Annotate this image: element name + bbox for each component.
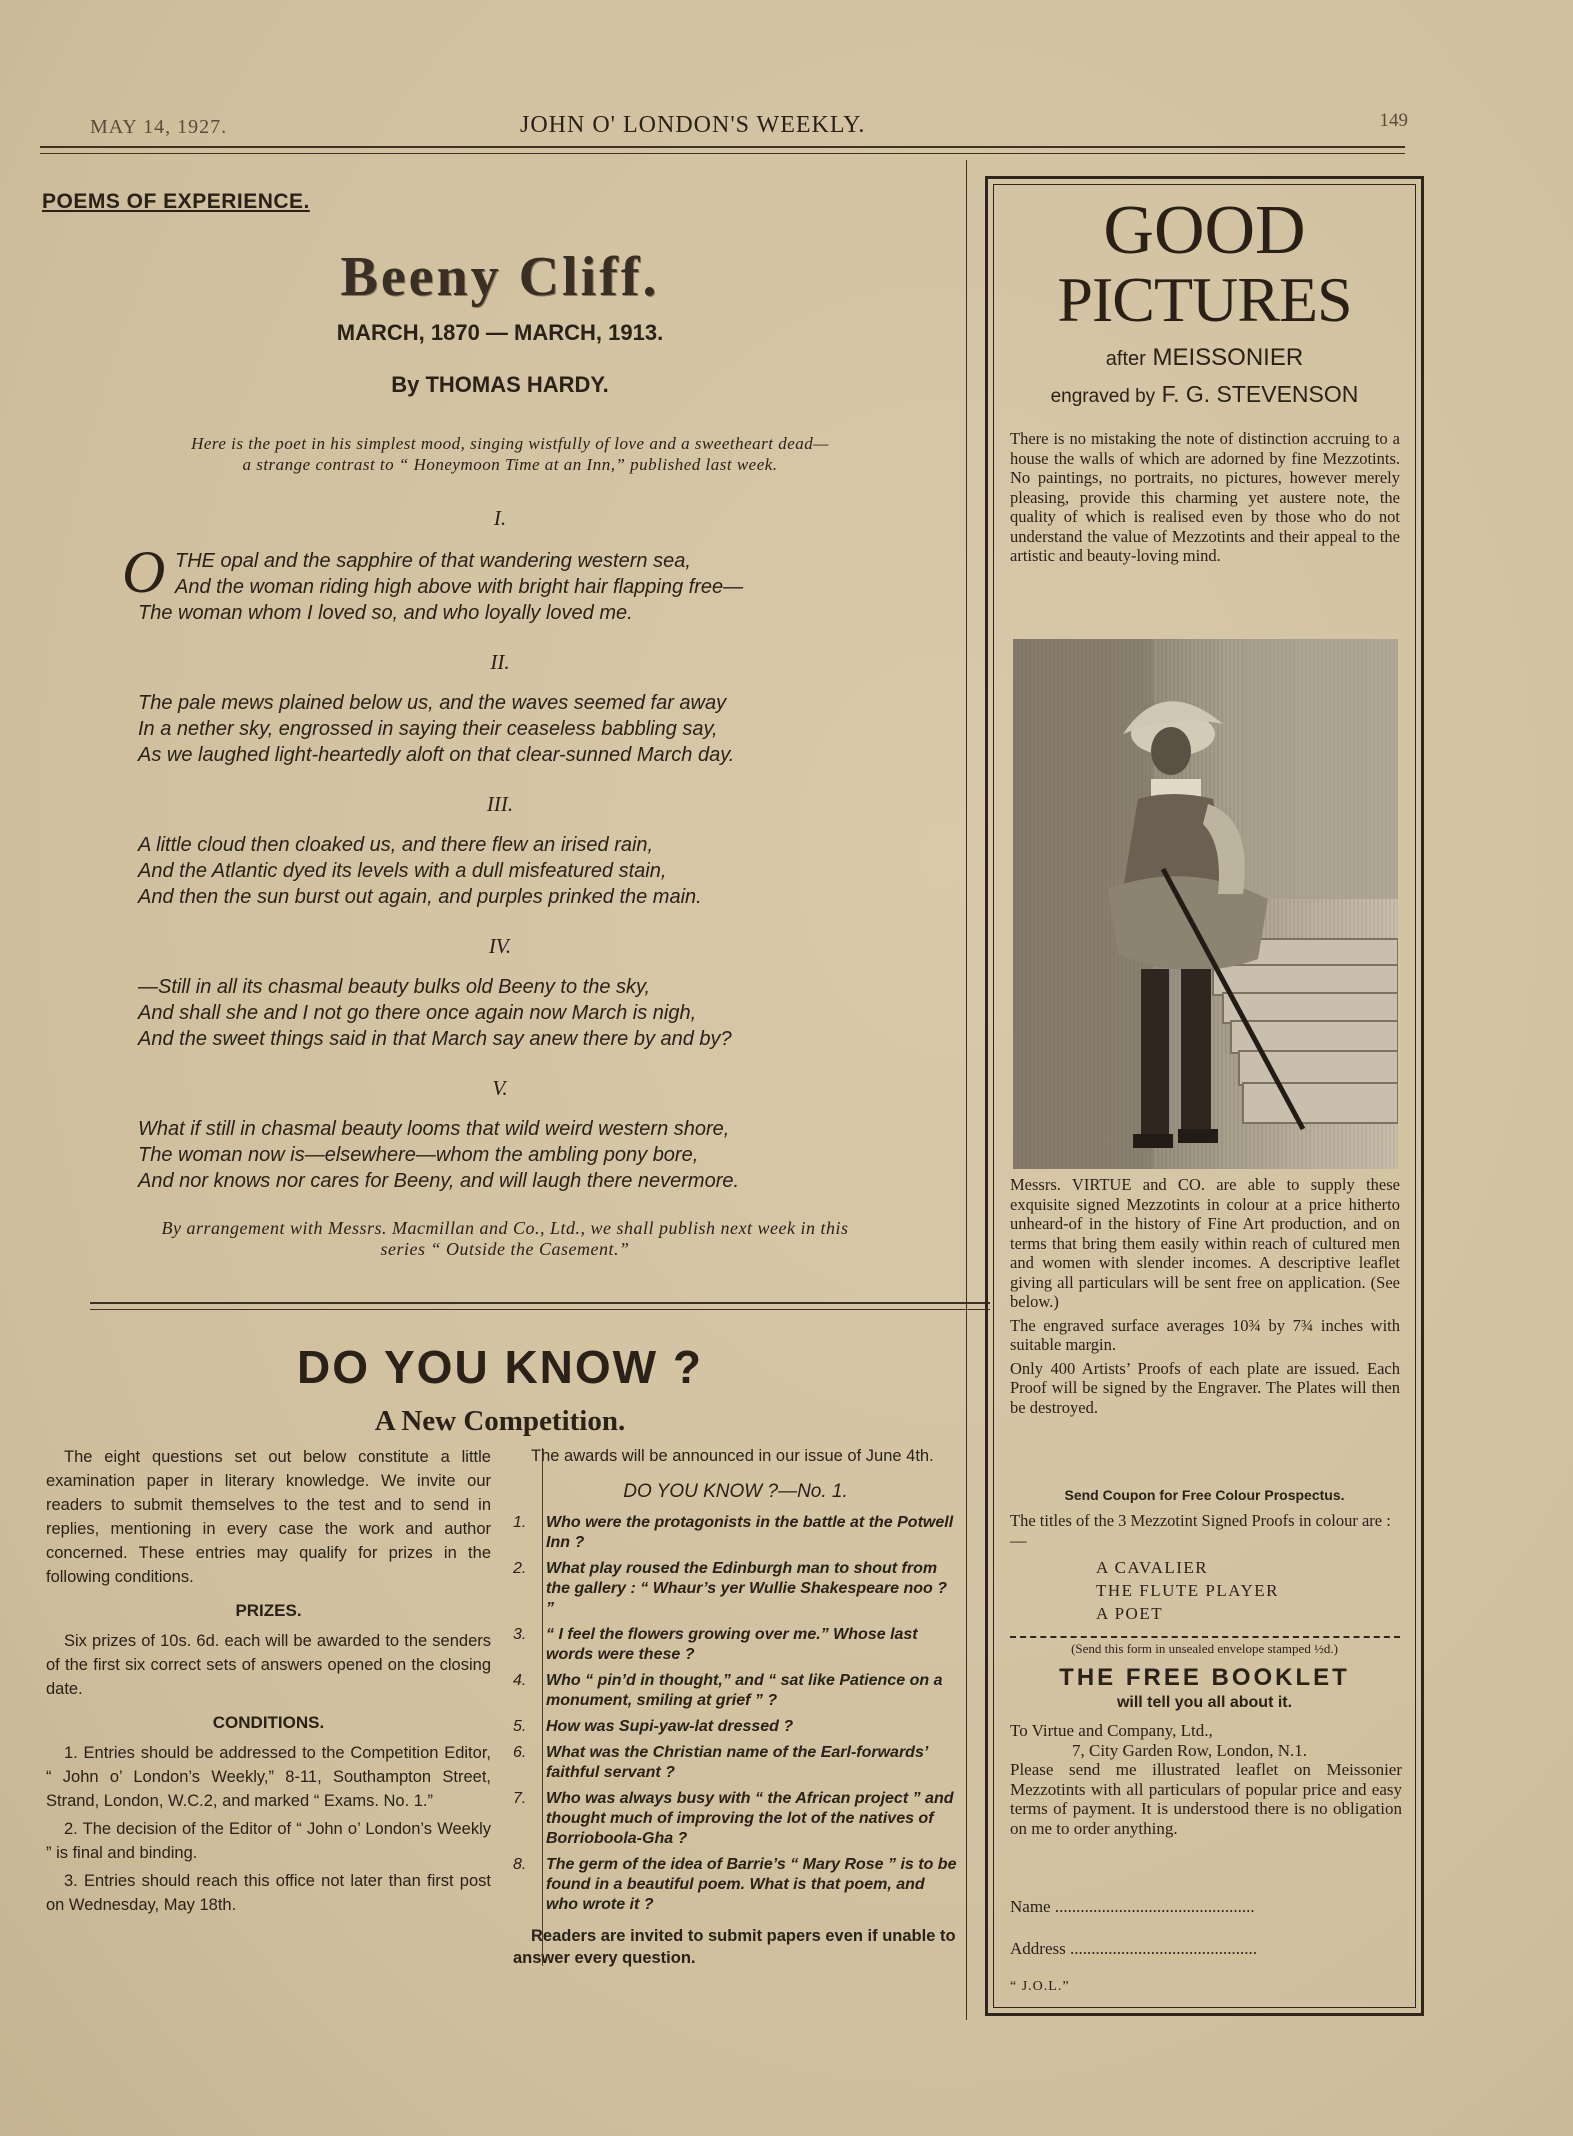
question-text: “ I feel the flowers growing over me.” Whose last words were these ? [546,1626,918,1663]
condition-item: 3. Entries should reach this office not later than first post on Wednesday, May 18th. [46,1872,491,1914]
competition-questions-column [513,1445,958,1969]
coupon-name-field[interactable]: Name ............................................... [1010,1897,1255,1916]
poem-line: The woman whom I loved so, and who loyally loved me. [138,602,633,624]
ad-paragraph-proofs: Only 400 Artists’ Proofs of each plate are issued. Each Proof will be signed by the Engraver. The Plates will then be destroyed. [1010,1358,1400,1417]
question-number: 2. [513,1560,527,1577]
poem-line: What if still in chasmal beauty looms that wild weird western shore, [138,1118,730,1140]
awards-note: The awards will be announced in our issue of June 4th. [531,1447,934,1465]
print-title: A POET [1096,1604,1164,1623]
coupon-request: Please send me illustrated leaflet on Meissonier Mezzotints with all particulars of popular price and easy terms of payment. It is understood there is no obligation on me to order anything. [1010,1760,1402,1838]
question-item [513,1855,958,1915]
section-rule-thin [90,1309,990,1310]
print-title: A CAVALIER [1096,1558,1209,1577]
issue-date: MAY 14, 1927. [90,116,228,138]
prizes-text: Six prizes of 10s. 6d. each will be awarded to the senders of the first six correct sets of answers opened on the closing date. [46,1632,491,1698]
stanza-number: IV. [488,934,512,958]
coupon-booklet-subheading: will tell you all about it. [1116,1694,1293,1711]
ad-headline-pictures: PICTURES [1057,264,1352,335]
stanza-number: V. [492,1076,508,1100]
print-title: THE FLUTE PLAYER [1096,1581,1279,1600]
poem-footnote [45,1218,965,1260]
ad-titles-intro: The titles of the 3 Mezzotint Signed Proofs in colour are :— [1010,1511,1391,1550]
advertisement [985,176,1424,2016]
stanza-number: II. [490,650,510,674]
coupon-booklet-heading: THE FREE BOOKLET [1059,1664,1350,1691]
question-text: Who were the protagonists in the battle at the Potwell Inn ? [546,1514,954,1551]
poem-line: And then the sun burst out again, and purples prinked the main. [138,886,702,908]
ad-titles-list [1096,1556,1279,1625]
poem-line: The pale mews plained below us, and the waves seemed far away [138,692,727,714]
ad-headline-good: GOOD [1103,192,1306,269]
stanza-3 [138,832,938,910]
ad-after-small: after [1105,348,1146,370]
poem-line: And the woman riding high above with bright hair flapping free— [175,576,744,598]
question-item [513,1743,958,1783]
poem-line: As we laughed light-heartedly aloft on that clear-sunned March day. [138,744,735,766]
question-text: Who “ pin’d in thought,” and “ sat like Patience on a monument, smiling at grief ” ? [546,1672,943,1709]
page-header [40,108,1408,148]
poem-line: A little cloud then cloaked us, and there flew an irised rain, [138,834,654,856]
ad-send-coupon: Send Coupon for Free Colour Prospectus. [1064,1487,1345,1503]
coupon-address-label: Address [1010,1939,1066,1958]
competition-subtitle: A New Competition. [374,1405,626,1437]
poem-line: And nor knows nor cares for Beeny, and will laugh there nevermore. [138,1170,740,1192]
header-rule-thin [40,153,1405,154]
question-item [513,1625,958,1665]
question-item [513,1717,958,1737]
question-text: What was the Christian name of the Earl-forwards’ faithful servant ? [546,1744,928,1781]
poem-footnote-line: series “ Outside the Casement.” [380,1239,630,1259]
coupon-name-label: Name [1010,1897,1051,1916]
poem-line: —Still in all its chasmal beauty bulks old Beeny to the sky, [138,976,651,998]
poem-line: And shall she and I not go there once again now March is nigh, [138,1002,697,1024]
coupon-postage-note: (Send this form in unsealed envelope stamped ½d.) [1071,1641,1338,1656]
question-item [513,1559,958,1619]
stanza-1 [138,548,975,626]
coupon-addressee: To Virtue and Company, Ltd., [1010,1721,1213,1740]
poem-line: THE opal and the sapphire of that wandering western sea, [175,550,691,572]
coupon-address: 7, City Garden Row, London, N.1. [1072,1740,1307,1760]
ad-paragraph-intro: There is no mistaking the note of distinction accruing to a house the walls of which are adorned by fine Mezzotints. No paintings, no portraits, no pictures, however merely pleasing, provide this charming yet austere note, the quality of which is realised even by those who do not understand the value of Mezzotints and their appeal to the artistic and beauty-loving mind. [1010,429,1400,565]
ad-after-line [988,344,1421,372]
poem-footnote-line: By arrangement with Messrs. Macmillan and Co., Ltd., we shall publish next week in this [161,1218,849,1238]
question-number: 7. [513,1790,527,1807]
stanza-5 [138,1116,938,1194]
coupon-address-field[interactable]: Address ............................................ [1010,1939,1257,1958]
question-number: 6. [513,1744,527,1761]
question-text: The germ of the idea of Barrie’s “ Mary Rose ” is to be found in a beautiful poem. What is that poem, and who wrote it ? [546,1856,957,1913]
competition-intro: The eight questions set out below constitute a little examination paper in literary knowledge. We invite our readers to submit themselves to the test and to send in replies, mentioning in every case the work and author concerned. These entries may qualify for prizes in the following conditions. [46,1448,491,1586]
header-rule [40,146,1405,148]
question-item [513,1789,958,1849]
competition-rules-column [46,1445,491,1921]
question-number: 4. [513,1672,527,1689]
column-divider [966,160,967,2020]
poem-intro [60,433,960,475]
stanza-2 [138,690,938,768]
question-item [513,1513,958,1553]
question-text: How was Supi-yaw-lat dressed ? [546,1718,794,1735]
cavalier-illustration [1013,639,1398,1169]
ad-engraved-small: engraved by [1050,386,1156,407]
ad-paragraph-offer: Messrs. VIRTUE and CO. are able to supply these exquisite signed Mezzotints in colour at a price hitherto unheard-of in the history of Fine Art production, and on terms that bring them easily within reach of cultured men and women with slender incomes. A descriptive leaflet giving all particulars will be sent free on application. (See below.) [1010,1175,1400,1311]
poem-line: And the sweet things said in that March say anew there by and by? [138,1028,732,1050]
page-number: 149 [1379,110,1408,131]
question-text: Who was always busy with “ the African project ” and thought much of improving the lot of the natives of Borrioboola-Gha ? [546,1790,954,1847]
stanza-number: I. [493,506,507,530]
prizes-heading: PRIZES. [235,1601,302,1620]
ad-artist-name: MEISSONIER [1152,344,1304,371]
question-number: 3. [513,1626,527,1643]
question-number: 1. [513,1514,527,1531]
coupon-cut-line [1010,1636,1400,1638]
drop-cap: O [122,539,166,605]
poem-line: The woman now is—elsewhere—whom the ambling pony bore, [138,1144,699,1166]
section-kicker: POEMS OF EXPERIENCE. [42,190,310,213]
ad-paragraph-size: The engraved surface averages 10¾ by 7¾ inches with suitable margin. [1010,1315,1400,1354]
stanza-4 [138,974,938,1052]
poem-line: In a nether sky, engrossed in saying their ceaseless babbling say, [138,718,718,740]
competition-closing: Readers are invited to submit papers even if unable to answer every question. [513,1927,956,1967]
ad-engraved-line [988,381,1421,408]
ad-engraver-name: F. G. STEVENSON [1161,381,1359,407]
question-number: 5. [513,1718,527,1735]
cavalier-mezzotint-image [1013,639,1398,1169]
question-item [513,1671,958,1711]
masthead: JOHN O' LONDON'S WEEKLY. [520,112,866,138]
stanza-number: III. [486,792,514,816]
section-rule [90,1302,990,1304]
poem-line: And the Atlantic dyed its levels with a dull misfeatured stain, [138,860,667,882]
competition-title: DO YOU KNOW ? [297,1341,703,1393]
poem-intro-line: a strange contrast to “ Honeymoon Time at an Inn,” published last week. [242,455,778,474]
conditions-heading: CONDITIONS. [212,1713,325,1732]
poem-author: By THOMAS HARDY. [391,372,609,397]
coupon-code: “ J.O.L.” [1010,1979,1070,1994]
coupon-form-text [1010,1721,1402,1838]
questions-heading: DO YOU KNOW ?—No. 1. [623,1481,848,1502]
question-number: 8. [513,1856,527,1873]
poem-dates: MARCH, 1870 — MARCH, 1913. [336,320,664,345]
question-text: What play roused the Edinburgh man to shout from the gallery : “ Whaur’s yer Wullie Shakespeare noo ? ” [546,1560,948,1617]
ad-body-text [1010,1175,1400,1421]
poem-intro-line: Here is the poet in his simplest mood, singing wistfully of love and a sweetheart dead— [191,434,829,453]
condition-item: 1. Entries should be addressed to the Competition Editor, “ John o’ London’s Weekly,” 8-11, Southampton Street, Strand, London, W.C.2, and marked “ Exams. No. 1.” [46,1744,491,1810]
condition-item: 2. The decision of the Editor of “ John o’ London’s Weekly ” is final and binding. [46,1820,491,1862]
poem-title: Beeny Cliff. [340,246,660,308]
